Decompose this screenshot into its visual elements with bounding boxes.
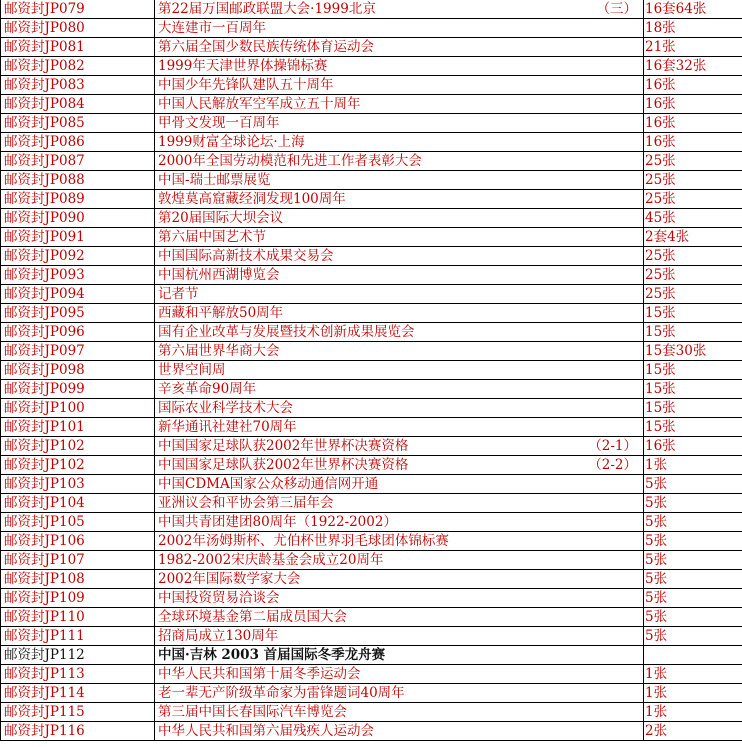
table-row <box>1 722 742 741</box>
title-text: 中国杭州西湖博览会 <box>158 267 280 283</box>
cell-title[interactable] <box>155 665 644 684</box>
table-row <box>1 114 742 133</box>
cell-quantity[interactable]: 25张 <box>644 285 742 304</box>
table-row <box>1 57 742 76</box>
cell-code[interactable]: 邮资封JP092 <box>1 247 155 266</box>
cell-code[interactable]: 邮资封JP106 <box>1 532 155 551</box>
cell-title[interactable] <box>155 437 644 456</box>
cell-quantity[interactable]: 1张 <box>644 456 742 475</box>
cell-quantity[interactable]: 25张 <box>644 247 742 266</box>
cell-quantity[interactable]: 25张 <box>644 190 742 209</box>
cell-code[interactable]: 邮资封JP102 <box>1 437 155 456</box>
title-text: 中华人民共和国第六届残疾人运动会 <box>158 723 374 739</box>
cell-title[interactable] <box>155 114 644 133</box>
cell-title[interactable] <box>155 418 644 437</box>
cell-title[interactable] <box>155 152 644 171</box>
cell-title[interactable] <box>155 228 644 247</box>
title-text: 国际农业科学技术大会 <box>158 400 293 416</box>
title-text: 中国国际高新技术成果交易会 <box>158 248 334 264</box>
title-note: （2-1） <box>588 438 637 454</box>
title-text: 招商局成立130周年 <box>158 628 279 644</box>
cell-title[interactable] <box>155 551 644 570</box>
title-text: 中国-瑞士邮票展览 <box>158 172 271 188</box>
table-row <box>1 323 742 342</box>
cell-title[interactable] <box>155 513 644 532</box>
cell-title[interactable] <box>155 323 644 342</box>
cell-code[interactable]: 邮资封JP095 <box>1 304 155 323</box>
cell-code[interactable]: 邮资封JP110 <box>1 608 155 627</box>
cell-quantity[interactable]: 5张 <box>644 532 742 551</box>
title-text: 新华通讯社建社70周年 <box>158 419 297 435</box>
title-text: 辛亥革命90周年 <box>158 381 257 397</box>
cell-code[interactable]: 邮资封JP108 <box>1 570 155 589</box>
cell-quantity[interactable]: 5张 <box>644 513 742 532</box>
table-row <box>1 304 742 323</box>
cell-code[interactable]: 邮资封JP097 <box>1 342 155 361</box>
cell-title[interactable] <box>155 399 644 418</box>
cell-title[interactable] <box>155 247 644 266</box>
cell-title[interactable] <box>155 57 644 76</box>
cell-quantity[interactable]: 5张 <box>644 608 742 627</box>
cell-title[interactable] <box>155 646 644 665</box>
table-row <box>1 513 742 532</box>
title-text: 第20届国际大坝会议 <box>158 210 284 226</box>
table-row <box>1 152 742 171</box>
cell-code[interactable]: 邮资封JP111 <box>1 627 155 646</box>
cell-code[interactable]: 邮资封JP102 <box>1 456 155 475</box>
table-row <box>1 0 742 19</box>
title-text: 甲骨文发现一百周年 <box>158 115 280 131</box>
cell-quantity[interactable]: 15套30张 <box>644 342 742 361</box>
table-row <box>1 76 742 95</box>
cell-code[interactable]: 邮资封JP105 <box>1 513 155 532</box>
cell-title[interactable] <box>155 38 644 57</box>
cell-title[interactable] <box>155 285 644 304</box>
cell-quantity[interactable]: 15张 <box>644 304 742 323</box>
table-row <box>1 684 742 703</box>
table-row <box>1 171 742 190</box>
cell-title[interactable] <box>155 361 644 380</box>
cell-quantity[interactable]: 15张 <box>644 323 742 342</box>
cell-code[interactable]: 邮资封JP109 <box>1 589 155 608</box>
cell-quantity[interactable]: 1张 <box>644 665 742 684</box>
cell-quantity[interactable]: 1张 <box>644 684 742 703</box>
table-row <box>1 532 742 551</box>
table-row <box>1 456 742 475</box>
table-row <box>1 494 742 513</box>
title-text: 中国CDMA国家公众移动通信网开通 <box>158 476 379 492</box>
table-row <box>1 361 742 380</box>
cell-quantity[interactable]: 16套64张 <box>644 0 742 19</box>
cell-code[interactable]: 邮资封JP093 <box>1 266 155 285</box>
cell-code[interactable]: 邮资封JP114 <box>1 684 155 703</box>
table-body <box>1 0 742 741</box>
cell-quantity[interactable]: 16张 <box>644 76 742 95</box>
cell-quantity[interactable]: 45张 <box>644 209 742 228</box>
title-text: 中华人民共和国第十届冬季运动会 <box>158 666 361 682</box>
table-row <box>1 342 742 361</box>
cell-code[interactable]: 邮资封JP115 <box>1 703 155 722</box>
table-row <box>1 665 742 684</box>
cell-quantity[interactable]: 15张 <box>644 418 742 437</box>
cell-quantity[interactable]: 1张 <box>644 703 742 722</box>
cell-code[interactable]: 邮资封JP099 <box>1 380 155 399</box>
table-row <box>1 646 742 665</box>
title-text: 中国国家足球队获2002年世界杯决赛资格 <box>158 438 409 454</box>
cell-code[interactable]: 邮资封JP081 <box>1 38 155 57</box>
title-text: 1982-2002宋庆龄基金会成立20周年 <box>158 552 384 568</box>
cell-code[interactable]: 邮资封JP098 <box>1 361 155 380</box>
table-row <box>1 190 742 209</box>
cell-quantity[interactable]: 16张 <box>644 114 742 133</box>
cell-code[interactable]: 邮资封JP100 <box>1 399 155 418</box>
cell-code[interactable]: 邮资封JP094 <box>1 285 155 304</box>
title-text: 中国国家足球队获2002年世界杯决赛资格 <box>158 457 409 473</box>
table-row <box>1 247 742 266</box>
cell-title[interactable] <box>155 475 644 494</box>
cell-quantity[interactable]: 15张 <box>644 399 742 418</box>
title-text: 第六届全国少数民族传统体育运动会 <box>158 39 374 55</box>
title-text: 第六届中国艺术节 <box>158 229 266 245</box>
title-text: 第三届中国长春国际汽车博览会 <box>158 704 347 720</box>
cell-title[interactable] <box>155 190 644 209</box>
cell-code[interactable]: 邮资封JP096 <box>1 323 155 342</box>
title-text: 第22届万国邮政联盟大会·1999北京 <box>158 1 376 17</box>
title-text: 中国投资贸易洽谈会 <box>158 590 280 606</box>
cell-quantity[interactable]: 25张 <box>644 266 742 285</box>
cell-quantity[interactable]: 25张 <box>644 152 742 171</box>
cell-quantity[interactable]: 5张 <box>644 475 742 494</box>
title-text: 2002年国际数学家大会 <box>158 571 301 587</box>
cell-title[interactable] <box>155 209 644 228</box>
cell-quantity[interactable]: 15张 <box>644 361 742 380</box>
title-text: 大连建市一百周年 <box>158 20 266 36</box>
title-text: 第六届世界华商大会 <box>158 343 280 359</box>
table-row <box>1 418 742 437</box>
cell-code[interactable]: 邮资封JP083 <box>1 76 155 95</box>
table-row <box>1 551 742 570</box>
title-note: （三） <box>596 1 637 17</box>
cell-title[interactable] <box>155 19 644 38</box>
table-row <box>1 627 742 646</box>
cell-code[interactable]: 邮资封JP082 <box>1 57 155 76</box>
cell-quantity[interactable]: 5张 <box>644 627 742 646</box>
title-text: 敦煌莫高窟藏经洞发现100周年 <box>158 191 346 207</box>
cell-title[interactable] <box>155 570 644 589</box>
cell-code[interactable]: 邮资封JP085 <box>1 114 155 133</box>
cell-title[interactable] <box>155 722 644 741</box>
table-row <box>1 475 742 494</box>
table-row <box>1 19 742 38</box>
cell-title[interactable] <box>155 76 644 95</box>
title-text: 西藏和平解放50周年 <box>158 305 284 321</box>
cell-code[interactable]: 邮资封JP086 <box>1 133 155 152</box>
cell-code[interactable]: 邮资封JP090 <box>1 209 155 228</box>
cell-title[interactable] <box>155 494 644 513</box>
cell-title[interactable] <box>155 171 644 190</box>
cell-code[interactable]: 邮资封JP103 <box>1 475 155 494</box>
title-text: 中国少年先锋队建队五十周年 <box>158 77 334 93</box>
cell-code[interactable]: 邮资封JP087 <box>1 152 155 171</box>
cell-title[interactable] <box>155 684 644 703</box>
cell-code[interactable]: 邮资封JP084 <box>1 95 155 114</box>
table-row <box>1 608 742 627</box>
cell-quantity[interactable]: 2套4张 <box>644 228 742 247</box>
cell-code[interactable]: 邮资封JP116 <box>1 722 155 741</box>
table-row <box>1 437 742 456</box>
cell-quantity[interactable]: 16套32张 <box>644 57 742 76</box>
table-row <box>1 209 742 228</box>
cell-title[interactable] <box>155 95 644 114</box>
title-text: 全球环境基金第二届成员国大会 <box>158 609 347 625</box>
cell-quantity[interactable]: 5张 <box>644 551 742 570</box>
cell-title[interactable] <box>155 627 644 646</box>
cell-quantity[interactable]: 16张 <box>644 437 742 456</box>
table-row <box>1 285 742 304</box>
table-row <box>1 399 742 418</box>
title-text: 中国共青团建团80周年（1922-2002） <box>158 514 397 530</box>
title-note: （2-2） <box>588 457 637 473</box>
cell-code[interactable]: 邮资封JP080 <box>1 19 155 38</box>
cell-title[interactable] <box>155 133 644 152</box>
title-text: 2002年汤姆斯杯、尤伯杯世界羽毛球团体锦标赛 <box>158 533 449 549</box>
cell-title[interactable] <box>155 0 644 19</box>
cell-title[interactable] <box>155 380 644 399</box>
cell-code[interactable]: 邮资封JP079 <box>1 0 155 19</box>
cell-title[interactable] <box>155 342 644 361</box>
table-row <box>1 228 742 247</box>
cell-quantity[interactable]: 16张 <box>644 95 742 114</box>
title-text: 世界空间周 <box>158 362 226 378</box>
table-row <box>1 589 742 608</box>
cell-quantity[interactable]: 16张 <box>644 133 742 152</box>
cell-title[interactable] <box>155 703 644 722</box>
cell-quantity[interactable]: 21张 <box>644 38 742 57</box>
cell-code[interactable]: 邮资封JP104 <box>1 494 155 513</box>
cell-title[interactable] <box>155 532 644 551</box>
table-row <box>1 703 742 722</box>
cell-title[interactable] <box>155 304 644 323</box>
cell-quantity[interactable]: 25张 <box>644 171 742 190</box>
cell-code[interactable]: 邮资封JP091 <box>1 228 155 247</box>
cell-title[interactable] <box>155 456 644 475</box>
cell-code[interactable]: 邮资封JP101 <box>1 418 155 437</box>
title-text: 中国·吉林 2003 首届国际冬季龙舟赛 <box>158 647 386 663</box>
cell-quantity[interactable] <box>644 646 742 665</box>
title-text: 老一辈无产阶级革命家为雷锋题词40周年 <box>158 685 405 701</box>
cell-quantity[interactable]: 5张 <box>644 589 742 608</box>
title-text: 亚洲议会和平协会第三届年会 <box>158 495 334 511</box>
cell-code[interactable]: 邮资封JP113 <box>1 665 155 684</box>
cell-code[interactable]: 邮资封JP112 <box>1 646 155 665</box>
cell-quantity[interactable]: 5张 <box>644 494 742 513</box>
cell-quantity[interactable]: 18张 <box>644 19 742 38</box>
cell-title[interactable] <box>155 589 644 608</box>
table-row <box>1 95 742 114</box>
cell-code[interactable]: 邮资封JP089 <box>1 190 155 209</box>
title-text: 1999年天津世界体操锦标赛 <box>158 58 328 74</box>
title-text: 2000年全国劳动模范和先进工作者表彰大会 <box>158 153 422 169</box>
table-row <box>1 133 742 152</box>
table-row <box>1 38 742 57</box>
table-row <box>1 380 742 399</box>
cell-quantity[interactable]: 15张 <box>644 380 742 399</box>
table-row <box>1 570 742 589</box>
cell-code[interactable]: 邮资封JP088 <box>1 171 155 190</box>
cell-title[interactable] <box>155 266 644 285</box>
cell-title[interactable] <box>155 608 644 627</box>
title-text: 中国人民解放军空军成立五十周年 <box>158 96 361 112</box>
title-text: 记者节 <box>158 286 199 302</box>
cell-quantity[interactable]: 5张 <box>644 570 742 589</box>
cell-quantity[interactable]: 2张 <box>644 722 742 741</box>
title-text: 1999财富全球论坛·上海 <box>158 134 305 150</box>
cell-code[interactable]: 邮资封JP107 <box>1 551 155 570</box>
title-text: 国有企业改革与发展暨技术创新成果展览会 <box>158 324 415 340</box>
table-row <box>1 266 742 285</box>
